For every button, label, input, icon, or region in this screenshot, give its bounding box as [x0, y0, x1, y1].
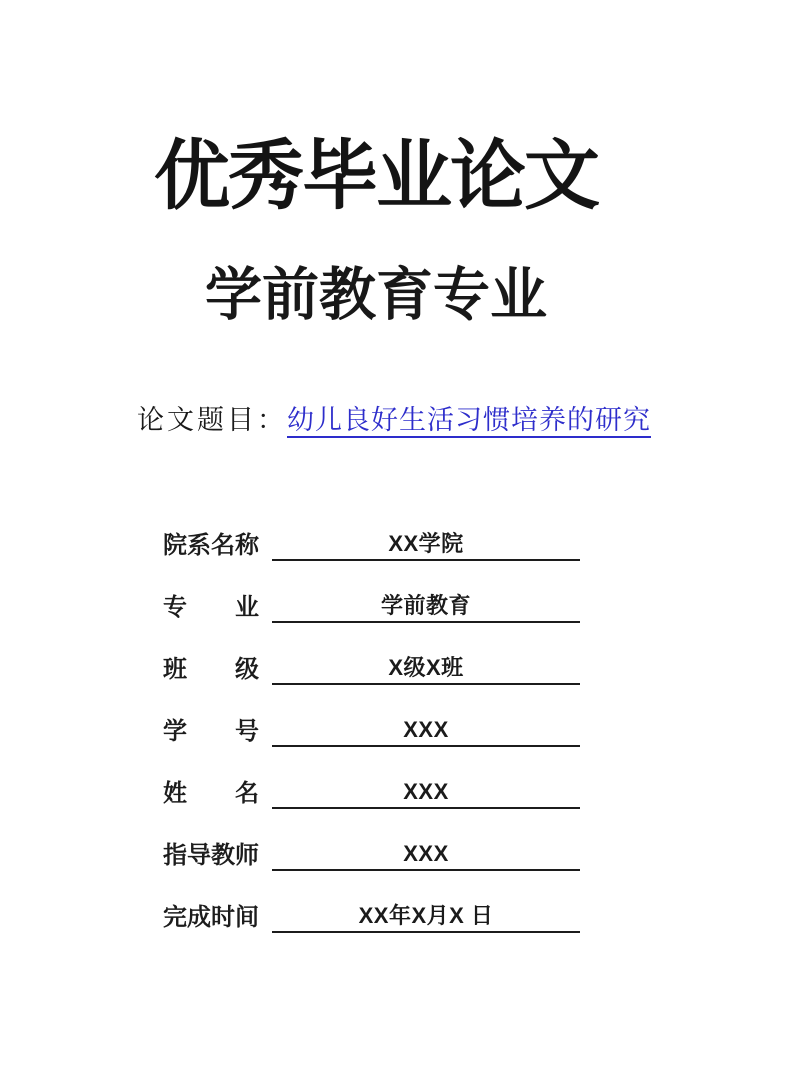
info-row-advisor [163, 838, 800, 871]
thesis-topic-line [0, 400, 800, 440]
info-row-value: XX学院 [388, 531, 464, 556]
info-row-department [163, 528, 800, 561]
info-row-class [163, 652, 800, 685]
info-row-value: 学前教育 [380, 593, 471, 618]
info-row-underline-field [272, 903, 580, 933]
info-row-value: XXX [403, 779, 449, 804]
info-row-value: XXX [403, 717, 449, 742]
thesis-topic-title-link[interactable]: 幼儿良好生活习惯培养的研究 [287, 405, 651, 438]
info-row-label: 专业 [163, 594, 259, 621]
student-info-form [0, 528, 800, 933]
info-row-label: 班级 [163, 656, 259, 683]
info-row-value: XX年X月X 日 [358, 903, 494, 928]
main-title: 优秀毕业论文 [154, 135, 598, 219]
info-row-student-id [163, 714, 800, 747]
info-row-major [163, 590, 800, 623]
info-row-underline-field [272, 531, 580, 561]
thesis-topic-label: 论文题目： [137, 405, 287, 435]
info-row-label: 院系名称 [163, 532, 259, 559]
info-row-value: XXX [403, 841, 449, 866]
info-row-label: 姓名 [163, 780, 259, 807]
info-row-underline-field [272, 779, 580, 809]
major-subtitle: 学前教育专业 [205, 264, 547, 327]
info-row-label: 指导教师 [163, 842, 259, 869]
info-row-label: 学号 [163, 718, 259, 745]
info-row-underline-field [272, 841, 580, 871]
info-row-underline-field [272, 717, 580, 747]
cover-header [0, 0, 800, 326]
info-row-label: 完成时间 [163, 904, 259, 931]
info-row-underline-field [272, 593, 580, 623]
info-row-underline-field [272, 655, 580, 685]
info-row-value: X级X班 [388, 655, 464, 680]
info-row-name [163, 776, 800, 809]
info-row-completion-date [163, 900, 800, 933]
